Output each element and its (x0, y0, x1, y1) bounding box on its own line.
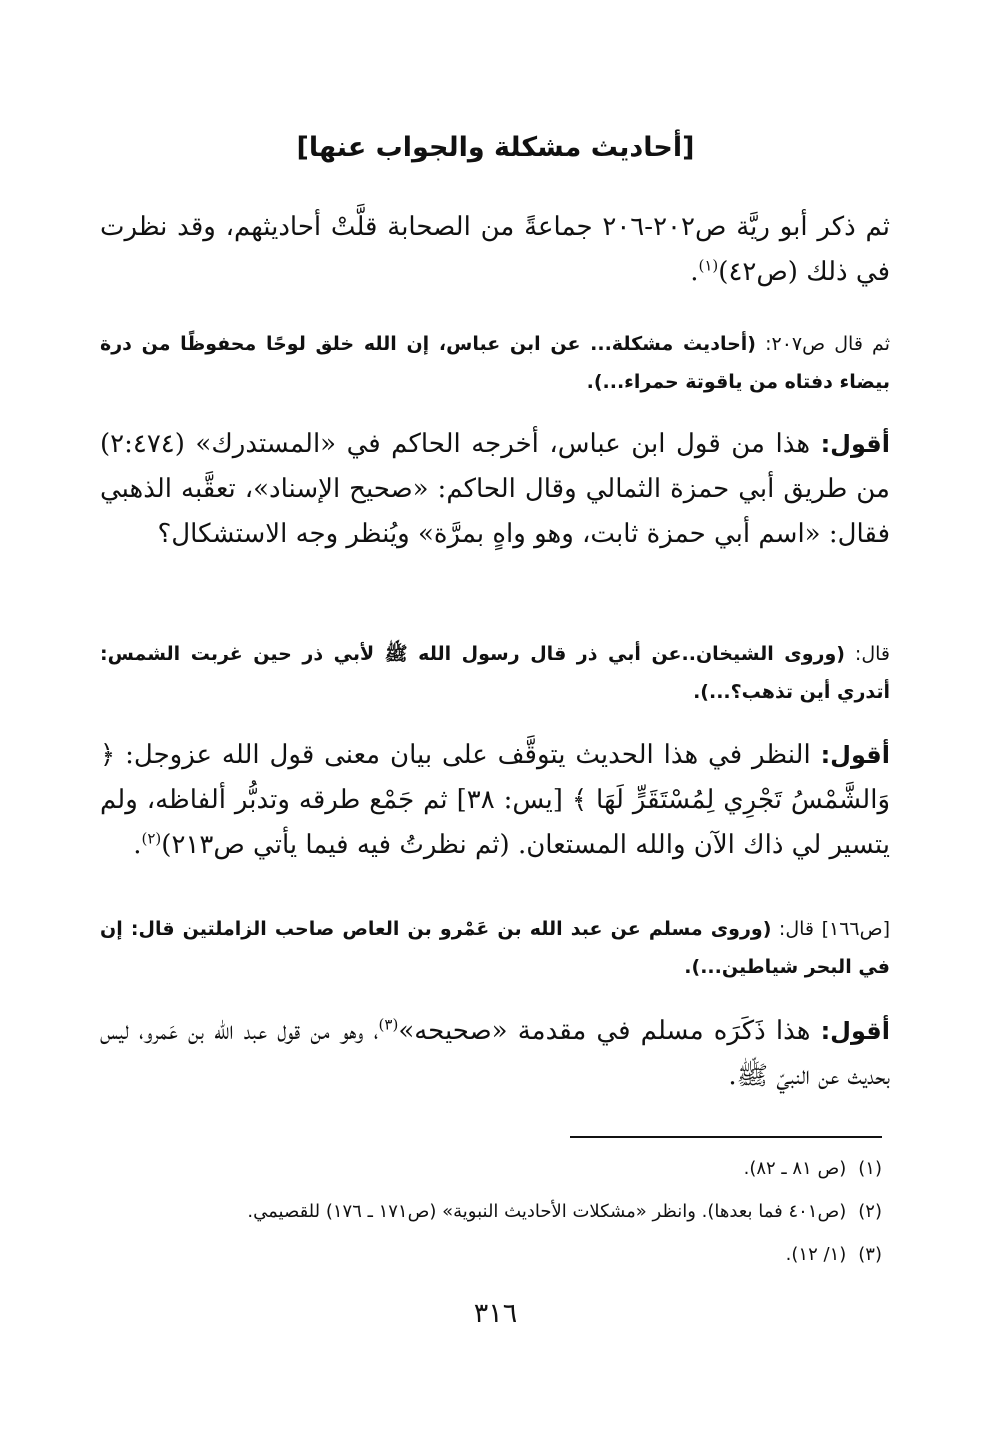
quote-text-3: (وروى مسلم عن عبد الله بن عَمْرو بن العاص صاحب الزاملتين قال: إن في البحر شياطين...). (100, 918, 890, 978)
footnote-text-2: (ص٤٠١ فما بعدها). وانظر «مشكلات الأحاديث النبوية» (ص١٧١ ـ ١٧٦) للقصيمي. (247, 1201, 847, 1222)
answer-lead-3: أقول: (820, 1017, 890, 1045)
quote-paragraph-1 (100, 325, 890, 401)
footnote-3 (100, 1240, 882, 1270)
answer-text-2b: [يس: ٣٨] ثم جَمْع طرقه وتدبُّر ألفاظه، ولم يتسير لي ذاك الآن والله المستعان. (ثم نظرتُ فيه فيما يأتي ص٢١٣) (100, 785, 890, 860)
quote-text-2: (وروى الشيخان..عن أبي ذر قال رسول الله ﷺ لأبي ذر حين غربت الشمس: أتدري أين تذهب؟...). (100, 643, 890, 703)
footnote-number-1: (١) (858, 1158, 882, 1179)
footnote-ref-1[interactable]: (١) (698, 256, 719, 275)
quote-paragraph-2 (100, 635, 890, 711)
quran-verse: ﴿ وَالشَّمْسُ تَجْرِي لِمُسْتَقَرٍّ لَهَا ﴾ (100, 740, 890, 815)
intro-paragraph (100, 205, 890, 295)
quote-lead-3: [ص١٦٦] قال: (771, 918, 890, 940)
footnote-text-3: (١/ ١٢). (785, 1244, 847, 1265)
page-number: ٣١٦ (473, 1298, 518, 1329)
answer-text-2a: النظر في هذا الحديث يتوقَّف على بيان معنى قول الله عزوجل: (115, 740, 821, 770)
footnote-2 (100, 1197, 882, 1227)
footnote-separator (570, 1136, 882, 1138)
answer-text-3b: ، وهو من قول عبد الله بن عَمرو، ليس بحديث عن النبيّ ﷺ. (100, 1016, 890, 1091)
footnote-1 (100, 1154, 882, 1184)
answer-lead-2: أقول: (820, 741, 890, 769)
quote-lead-1: ثم قال ص٢٠٧: (755, 333, 890, 355)
quote-lead-2: قال: (844, 643, 890, 665)
answer-lead-1: أقول: (820, 430, 890, 458)
footnote-ref-3[interactable]: (٣) (378, 1015, 399, 1034)
answer-paragraph-1 (100, 422, 890, 557)
footnote-text-1: (ص ٨١ ـ ٨٢). (743, 1158, 847, 1179)
quote-text-1: (أحاديث مشكلة... عن ابن عباس، إن الله خلق لوحًا محفوظًا من درة بيضاء دفتاه من ياقوتة حمراء...). (100, 333, 890, 393)
answer-text-1: هذا من قول ابن عباس، أخرجه الحاكم في «المستدرك» (٢:٤٧٤) من طريق أبي حمزة الثمالي وقال الحاكم: «صحيح الإسناد»، تعقَّبه الذهبي فقال: «اسم أبي حمزة ثابت، وهو واهٍ بمرَّة» ويُنظر وجه الاستشكال؟ (100, 429, 890, 549)
footnote-ref-2[interactable]: (٢) (141, 829, 162, 848)
answer-end-2: . (133, 830, 142, 860)
intro-text: ثم ذكر أبو ريَّة ص٢٠٢-٢٠٦ جماعةً من الصحابة قلَّتْ أحاديثهم، وقد نظرت في ذلك (ص٤٢) (100, 212, 890, 287)
footnote-number-2: (٢) (858, 1201, 882, 1222)
section-title: [أحاديث مشكلة والجواب عنها] (296, 132, 695, 163)
answer-paragraph-2 (100, 733, 890, 868)
intro-end: . (690, 257, 699, 287)
quote-paragraph-3 (100, 910, 890, 986)
answer-paragraph-3 (100, 1009, 890, 1099)
footnote-number-3: (٣) (858, 1244, 882, 1265)
answer-text-3a: هذا ذَكَرَه مسلم في مقدمة «صحيحه» (398, 1016, 821, 1046)
